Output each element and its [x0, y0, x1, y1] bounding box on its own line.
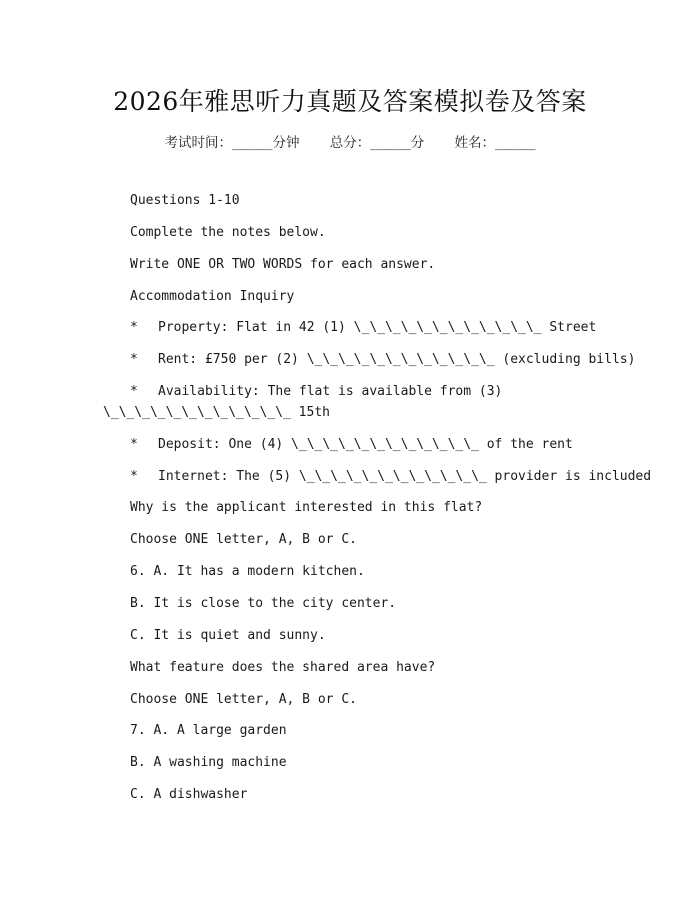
document-title: 2026年雅思听力真题及答案模拟卷及答案: [113, 87, 587, 116]
note-text-1: Property: Flat in 42 (1) \_\_\_\_\_\_\_\_\_\_\_\_ Street: [158, 320, 597, 335]
bullet-icon: *: [130, 320, 138, 335]
exam-score-field: 总分：______分: [329, 135, 425, 151]
question-7-option-a: 7. A. A large garden: [130, 723, 287, 738]
bullet-icon: *: [130, 352, 138, 367]
bullet-icon: *: [130, 384, 138, 399]
question-6-option-a: 6. A. It has a modern kitchen.: [130, 564, 365, 579]
exam-name-field: 姓名：______: [454, 135, 536, 151]
question-6-text: Why is the applicant interested in this flat?: [130, 500, 483, 515]
note-item-5: [130, 469, 651, 484]
note-item-2: [130, 352, 635, 367]
question-7-text: What feature does the shared area have?: [130, 660, 436, 675]
note-item-4: [130, 437, 573, 452]
notes-title: Accommodation Inquiry: [130, 289, 295, 304]
instruction-word-limit: Write ONE OR TWO WORDS for each answer.: [130, 257, 436, 272]
note-item-1: [130, 320, 596, 335]
instruction-complete-notes: Complete the notes below.: [130, 225, 326, 240]
exam-time-field: 考试时间：______分钟: [164, 135, 300, 151]
question-6-option-b: B. It is close to the city center.: [130, 596, 397, 611]
question-7-option-b: B. A washing machine: [130, 755, 287, 770]
note-text-5: Internet: The (5) \_\_\_\_\_\_\_\_\_\_\_\_ provider is included: [158, 469, 652, 484]
question-6-option-c: C. It is quiet and sunny.: [130, 628, 326, 643]
exam-info-row: [0, 131, 700, 151]
bullet-icon: *: [130, 469, 138, 484]
question-7-instruction: Choose ONE letter, A, B or C.: [130, 692, 357, 707]
question-6-instruction: Choose ONE letter, A, B or C.: [130, 532, 357, 547]
note-text-3: Availability: The flat is available from (3): [158, 384, 503, 399]
note-item-3: [130, 384, 502, 399]
note-text-4: Deposit: One (4) \_\_\_\_\_\_\_\_\_\_\_\_ of the rent: [158, 437, 573, 452]
section-heading: Questions 1-10: [130, 193, 240, 208]
note-text-2: Rent: £750 per (2) \_\_\_\_\_\_\_\_\_\_\_\_ (excluding bills): [158, 352, 636, 367]
question-7-option-c: C. A dishwasher: [130, 787, 248, 802]
note-item-3-continuation: \_\_\_\_\_\_\_\_\_\_\_\_ 15th: [103, 405, 330, 420]
bullet-icon: *: [130, 437, 138, 452]
